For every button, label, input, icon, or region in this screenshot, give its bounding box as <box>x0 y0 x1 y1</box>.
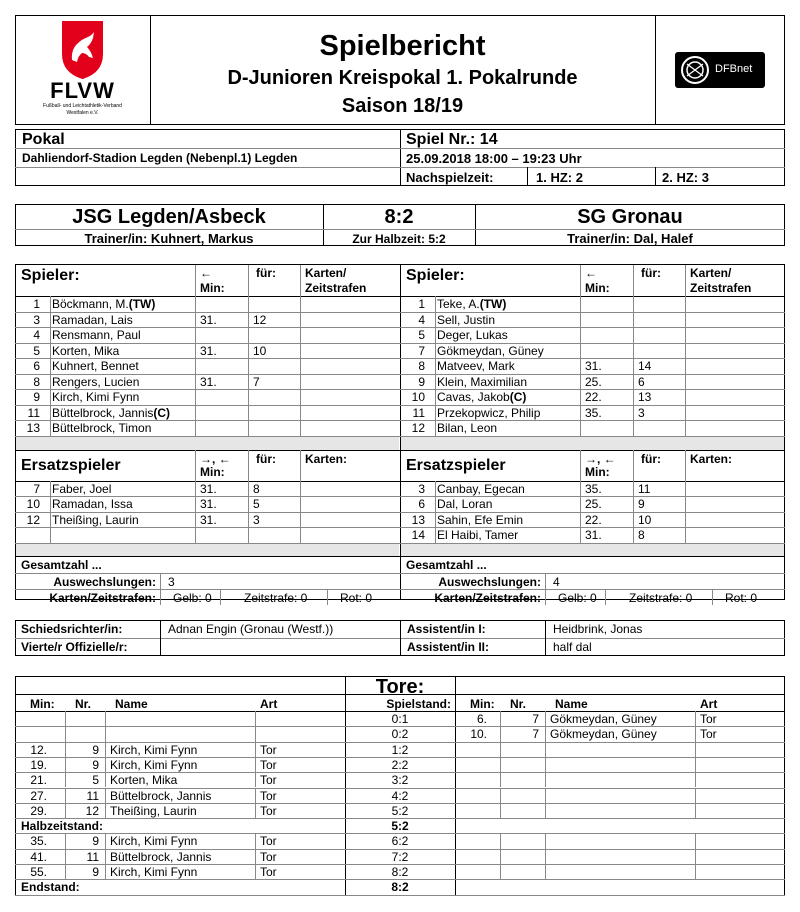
away-player-name <box>437 314 495 326</box>
goals-home-nr-header: Nr. <box>75 697 92 711</box>
home-player-number: 6 <box>33 359 40 373</box>
player-name-text: Rengers, Lucien <box>52 374 140 389</box>
home-yellow-cards: Gelb: 0 <box>173 590 212 605</box>
player-name-text: Teke, A. <box>437 297 480 311</box>
away-subs-min-header: Min: <box>585 464 610 479</box>
away-subs-count-label: Auswechslungen: <box>438 574 541 589</box>
goal-home-number: 9 <box>92 757 99 772</box>
venue: Dahliendorf-Stadion Legden (Nebenpl.1) Legden <box>22 151 298 165</box>
home-player-number: 9 <box>33 390 40 404</box>
home-players-header: Spieler: <box>21 267 80 284</box>
fourth-official-label: Vierte/r Offizielle/r: <box>21 640 128 654</box>
away-player-sub-minute: 35. <box>585 405 602 420</box>
home-subs-min-header: Min: <box>200 464 225 479</box>
goal-home-minute: 35. <box>30 834 47 849</box>
away-sub-minute: 22. <box>585 512 602 527</box>
goals-halftime-label: Halbzeitstand: <box>21 819 104 834</box>
home-player-sub-for: 7 <box>253 374 260 389</box>
away-min-header: Min: <box>585 281 610 295</box>
away-red-cards: Rot: 0 <box>725 590 758 605</box>
away-player-number: 5 <box>418 328 425 342</box>
dfbnet-logo <box>675 52 765 88</box>
home-totals-label: Gesamtzahl ... <box>21 557 102 572</box>
dfbnet-text: DFBnet <box>715 63 753 75</box>
home-player-name <box>52 329 141 341</box>
match-datetime: 25.09.2018 18:00 – 19:23 Uhr <box>406 151 582 166</box>
dfb-emblem-icon <box>677 52 713 88</box>
goals-final-score: 8:2 <box>391 880 409 895</box>
competition-subtitle: D-Junioren Kreispokal 1. Pokalrunde <box>227 67 578 89</box>
goals-halftime-score: 5:2 <box>391 819 409 834</box>
flvw-logo <box>25 20 140 122</box>
halftime-score: Zur Halbzeit: 5:2 <box>352 232 446 246</box>
home-player-number: 3 <box>33 312 40 327</box>
final-score: 8:2 <box>384 206 414 228</box>
goal-away-type: Tor <box>700 727 717 742</box>
away-player-number: 10 <box>411 390 425 404</box>
away-coach: Trainer/in: Dal, Halef <box>567 231 693 246</box>
away-team-name: SG Gronau <box>577 206 683 228</box>
away-player-name <box>437 422 497 434</box>
away-cards-header-1: Karten/ <box>690 266 732 280</box>
page-title: Spielbericht <box>319 30 486 62</box>
goal-home-type: Tor <box>260 865 277 879</box>
away-player-name <box>437 407 540 419</box>
player-name-text: Büttelbrock, Jannis <box>52 405 154 420</box>
goals-home-art-header: Art <box>260 697 278 711</box>
goal-away-minute: 10. <box>470 727 487 742</box>
goal-home-type: Tor <box>260 834 277 849</box>
goal-home-number: 5 <box>92 773 99 788</box>
player-name-text: Klein, Maximilian <box>437 374 528 389</box>
away-player-name <box>437 376 527 388</box>
goals-away-name-header: Name <box>555 697 588 711</box>
away-sub-number: 13 <box>411 512 425 527</box>
player-name-text: Korten, Mika <box>52 343 120 358</box>
goal-home-scorer: Kirch, Kimi Fynn <box>110 742 198 757</box>
player-name-text: Gökmeydan, Güney <box>437 343 544 358</box>
away-player-sub-minute: 25. <box>585 374 602 389</box>
home-min-header: Min: <box>200 281 225 295</box>
home-sub-arrows: →, ← <box>200 451 231 466</box>
away-totals-label: Gesamtzahl ... <box>406 557 487 572</box>
player-name-text: Deger, Lukas <box>437 328 508 342</box>
referee-label: Schiedsrichter/in: <box>21 622 123 636</box>
away-player-name <box>437 391 526 403</box>
away-sub-number: 6 <box>418 497 425 511</box>
goal-home-minute: 29. <box>30 803 47 818</box>
home-subs-count: 3 <box>168 574 175 589</box>
away-player-sub-for: 14 <box>638 359 652 373</box>
home-player-sub-for: 10 <box>253 343 267 358</box>
home-cards-totals-label: Karten/Zeitstrafen: <box>49 590 156 605</box>
away-player-number: 7 <box>418 343 425 358</box>
player-name-text: Büttelbrock, Timon <box>52 421 152 435</box>
goal-home-number: 12 <box>85 803 99 818</box>
goal-home-number: 9 <box>92 742 99 757</box>
away-sub-arrows: →, ← <box>585 451 616 466</box>
goal-running-score: 7:2 <box>391 849 409 864</box>
home-sub-number: 12 <box>26 512 40 527</box>
goal-home-scorer: Büttelbrock, Jannis <box>110 849 212 864</box>
goals-title: Tore: <box>375 676 425 698</box>
goal-home-scorer: Kirch, Kimi Fynn <box>110 834 198 849</box>
goal-running-score: 1:2 <box>391 742 409 757</box>
away-sub-for: 8 <box>638 528 645 542</box>
away-subs-cards-header: Karten: <box>690 451 733 466</box>
player-role-tag: (C) <box>153 405 171 420</box>
away-sub-for: 11 <box>638 481 651 496</box>
goal-running-score: 3:2 <box>391 773 409 788</box>
away-sub-name: El Haibi, Tamer <box>437 528 519 542</box>
season-label: Saison 18/19 <box>341 95 464 117</box>
home-cards-header-1: Karten/ <box>305 266 347 280</box>
away-player-name <box>437 329 508 341</box>
competition-type: Pokal <box>22 131 65 148</box>
goal-home-number: 11 <box>86 849 99 864</box>
goals-home-name-header: Name <box>115 697 148 711</box>
player-role-tag: (TW) <box>128 297 156 311</box>
goals-away-nr-header: Nr. <box>510 697 527 711</box>
away-cards-totals-label: Karten/Zeitstrafen: <box>434 590 541 605</box>
game-number: Spiel Nr.: 14 <box>406 131 498 148</box>
home-red-cards: Rot: 0 <box>340 590 373 605</box>
home-sub-minute: 31. <box>200 497 217 511</box>
home-cards-header-2: Zeitstrafen <box>305 281 367 295</box>
home-sub-for: 3 <box>253 512 260 527</box>
goal-home-type: Tor <box>260 849 277 864</box>
home-player-number: 4 <box>33 328 40 342</box>
assistant1-label: Assistent/in I: <box>407 622 486 636</box>
away-player-name <box>437 298 506 310</box>
goal-home-minute: 21. <box>30 773 47 788</box>
away-subs-header: Ersatzspieler <box>406 456 506 474</box>
goal-home-type: Tor <box>260 757 277 772</box>
home-player-number: 11 <box>27 405 40 420</box>
goal-running-score: 0:2 <box>391 727 409 742</box>
home-player-name <box>52 391 139 403</box>
home-time-penalties: Zeitstrafe: 0 <box>244 590 308 605</box>
away-time-penalties: Zeitstrafe: 0 <box>629 590 693 605</box>
away-sub-name: Canbay, Egecan <box>437 481 525 496</box>
goal-home-scorer: Korten, Mika <box>110 773 178 788</box>
assistant2-name: half dal <box>553 640 592 654</box>
away-sub-minute: 35. <box>585 481 602 496</box>
goal-home-scorer: Büttelbrock, Jannis <box>110 788 212 803</box>
home-player-sub-minute: 31. <box>200 374 217 389</box>
home-player-number: 8 <box>33 374 40 389</box>
home-sub-minute: 31. <box>200 512 217 527</box>
away-player-sub-minute: 31. <box>585 359 602 373</box>
goal-home-type: Tor <box>260 788 277 803</box>
away-for-header: für: <box>641 266 661 280</box>
away-sub-for: 10 <box>638 512 652 527</box>
home-player-name <box>52 360 139 372</box>
extra-time-half1: 1. HZ: 2 <box>536 170 583 185</box>
home-player-sub-minute: 31. <box>200 343 217 358</box>
player-name-text: Matveev, Mark <box>437 359 515 373</box>
goal-home-scorer: Theißing, Laurin <box>110 803 197 818</box>
goal-home-minute: 27. <box>30 788 47 803</box>
away-subs-count: 4 <box>553 574 560 589</box>
goals-away-min-header: Min: <box>470 697 495 711</box>
home-player-name <box>52 314 133 326</box>
goal-away-number: 7 <box>532 712 539 726</box>
home-player-name <box>52 376 139 388</box>
goal-running-score: 6:2 <box>391 834 409 849</box>
home-min-arrow: ← <box>200 266 212 280</box>
assistant1-name: Heidbrink, Jonas <box>553 622 643 636</box>
away-cards-header-2: Zeitstrafen <box>690 281 752 295</box>
assistant2-label: Assistent/in II: <box>407 640 490 654</box>
home-player-name <box>52 298 155 310</box>
home-player-name <box>52 422 151 434</box>
player-role-tag: (C) <box>509 390 527 404</box>
goal-home-scorer: Kirch, Kimi Fynn <box>110 865 198 879</box>
goal-away-minute: 6. <box>476 712 487 726</box>
goal-home-number: 11 <box>86 788 99 803</box>
away-sub-name: Sahin, Efe Emin <box>437 512 524 527</box>
away-player-sub-minute: 22. <box>585 390 602 404</box>
player-name-text: Kuhnert, Bennet <box>52 359 139 373</box>
goal-home-type: Tor <box>260 803 277 818</box>
goal-away-type: Tor <box>700 712 717 726</box>
player-name-text: Böckmann, M. <box>52 297 129 311</box>
away-player-name <box>437 345 544 357</box>
home-player-sub-for: 12 <box>253 312 267 327</box>
goals-away-art-header: Art <box>700 697 718 711</box>
goal-home-minute: 55. <box>30 865 47 879</box>
goal-home-type: Tor <box>260 773 277 788</box>
player-name-text: Przekopwicz, Philip <box>437 405 541 420</box>
home-sub-for: 5 <box>253 497 260 511</box>
away-player-number: 8 <box>418 359 425 373</box>
away-players-header: Spieler: <box>406 267 465 284</box>
goal-home-minute: 19. <box>30 757 47 772</box>
home-sub-for: 8 <box>253 481 260 496</box>
goal-running-score: 8:2 <box>391 865 409 879</box>
away-player-name <box>437 360 515 372</box>
away-sub-number: 14 <box>411 528 425 542</box>
away-sub-minute: 25. <box>585 497 602 511</box>
away-player-sub-for: 13 <box>638 390 652 404</box>
goal-running-score: 0:1 <box>391 712 409 726</box>
away-player-number: 9 <box>418 374 425 389</box>
away-sub-number: 3 <box>418 481 425 496</box>
goal-running-score: 5:2 <box>391 803 409 818</box>
home-for-header: für: <box>256 266 276 280</box>
goal-home-number: 9 <box>92 834 99 849</box>
player-role-tag: (TW) <box>479 297 507 311</box>
goal-home-number: 9 <box>92 865 99 879</box>
away-yellow-cards: Gelb: 0 <box>558 590 597 605</box>
goals-final-label: Endstand: <box>21 880 80 895</box>
away-player-number: 12 <box>411 421 425 435</box>
home-subs-header: Ersatzspieler <box>21 456 121 474</box>
home-subs-count-label: Auswechslungen: <box>53 574 156 589</box>
flvw-horse-icon <box>25 20 140 80</box>
goal-away-scorer: Gökmeydan, Güney <box>550 727 657 742</box>
home-sub-minute: 31. <box>200 481 217 496</box>
goal-home-type: Tor <box>260 742 277 757</box>
away-sub-name: Dal, Loran <box>437 497 493 511</box>
away-subs-for-header: für: <box>641 451 661 466</box>
home-coach: Trainer/in: Kuhnert, Markus <box>84 231 254 246</box>
home-player-number: 1 <box>33 297 40 311</box>
extra-time-label: Nachspielzeit: <box>406 170 494 185</box>
flvw-logo-text: FLVW <box>50 78 115 103</box>
home-sub-number: 10 <box>26 497 40 511</box>
goal-away-scorer: Gökmeydan, Güney <box>550 712 657 726</box>
referee-name: Adnan Engin (Gronau (Westf.)) <box>168 622 334 636</box>
player-name-text: Ramadan, Lais <box>52 312 133 327</box>
home-player-number: 5 <box>33 343 40 358</box>
away-sub-minute: 31. <box>585 528 602 542</box>
goals-score-header: Spielstand: <box>386 697 451 711</box>
home-subs-cards-header: Karten: <box>305 451 348 466</box>
home-sub-name: Ramadan, Issa <box>52 497 133 511</box>
home-player-number: 13 <box>26 421 40 435</box>
home-player-name <box>52 345 119 357</box>
flvw-caption-1: Fußball- und Leichtathletik-Verband <box>43 103 122 109</box>
away-player-sub-for: 6 <box>638 374 645 389</box>
away-player-number: 1 <box>418 297 425 311</box>
player-name-text: Bilan, Leon <box>437 421 498 435</box>
goal-running-score: 4:2 <box>391 788 409 803</box>
goal-home-minute: 41. <box>30 849 47 864</box>
flvw-caption-2: Westfalen e.V. <box>66 110 99 116</box>
goals-home-min-header: Min: <box>30 697 55 711</box>
away-sub-for: 9 <box>638 497 645 511</box>
away-player-number: 4 <box>418 312 425 327</box>
goal-away-number: 7 <box>532 727 539 742</box>
home-sub-name: Faber, Joel <box>52 481 112 496</box>
home-subs-for-header: für: <box>256 451 276 466</box>
player-name-text: Cavas, Jakob <box>437 390 510 404</box>
away-min-arrow: ← <box>585 266 597 280</box>
extra-time-half2: 2. HZ: 3 <box>662 170 709 185</box>
goal-home-scorer: Kirch, Kimi Fynn <box>110 757 198 772</box>
home-team-name: JSG Legden/Asbeck <box>72 206 266 228</box>
away-player-sub-for: 3 <box>638 405 645 420</box>
home-sub-name: Theißing, Laurin <box>52 512 139 527</box>
player-name-text: Sell, Justin <box>437 312 496 327</box>
home-player-name <box>52 407 170 419</box>
home-player-sub-minute: 31. <box>200 312 217 327</box>
home-sub-number: 7 <box>33 481 40 496</box>
player-name-text: Kirch, Kimi Fynn <box>52 390 140 404</box>
goal-home-minute: 12. <box>30 742 47 757</box>
player-name-text: Rensmann, Paul <box>52 328 141 342</box>
away-player-number: 11 <box>412 405 425 420</box>
goal-running-score: 2:2 <box>391 757 409 772</box>
